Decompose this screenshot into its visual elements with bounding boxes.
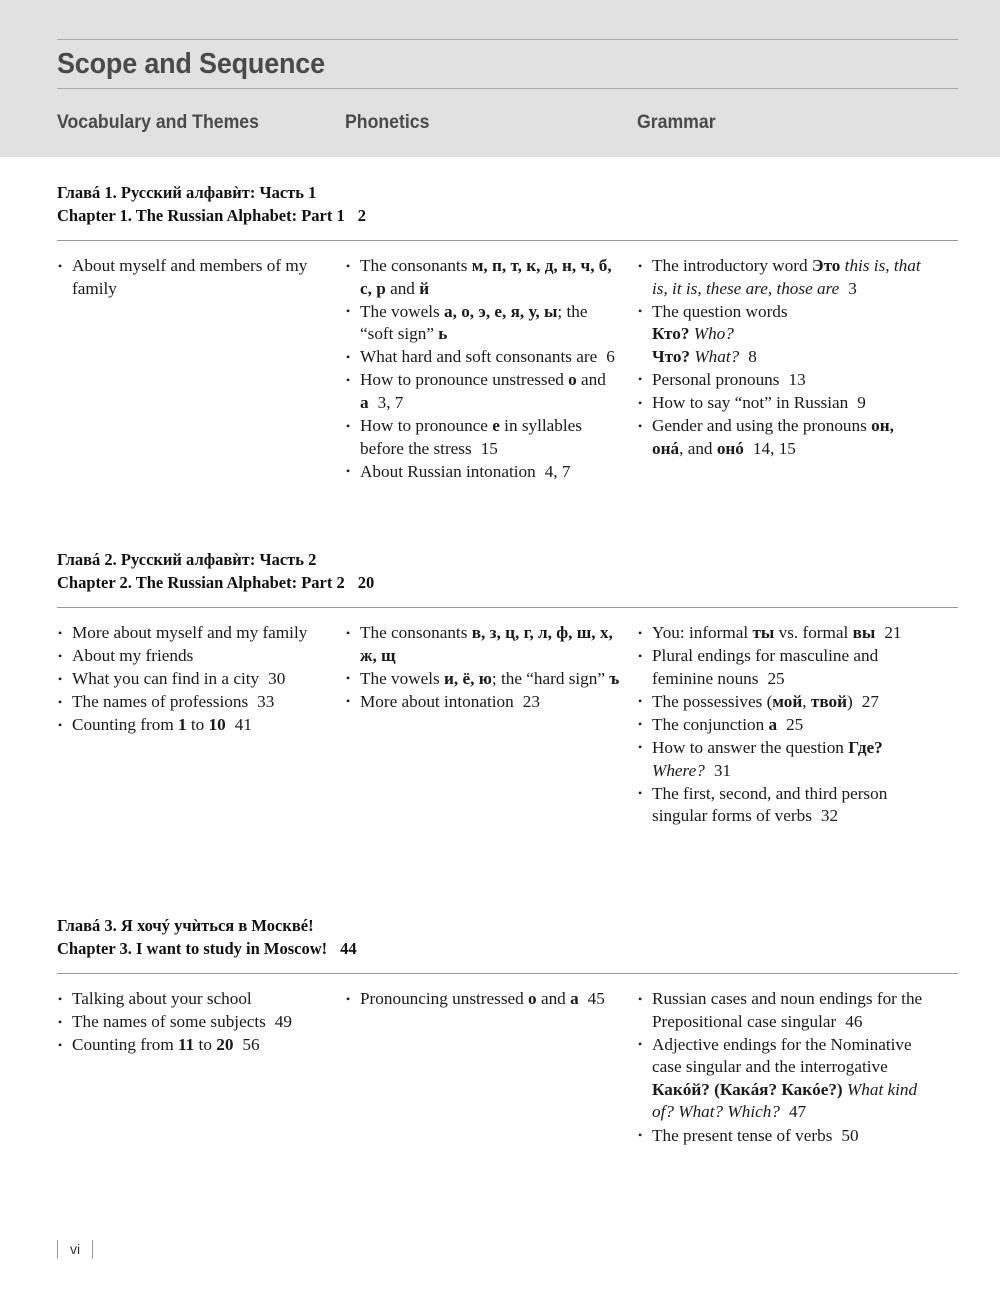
list-item: • You: informal ты vs. formal вы 21 [637, 622, 927, 645]
list-item: • The consonants в, з, ц, г, л, ф, ш, х, ж, щ [345, 622, 621, 667]
column-heading-vocabulary: Vocabulary and Themes [57, 112, 259, 133]
phonetics-list-1 [345, 255, 621, 483]
phonetics-column-2 [345, 622, 621, 714]
list-item: • What you can find in a city 30 [57, 668, 325, 691]
chapter-page-1: 2 [357, 206, 366, 225]
chapter-rule-2 [57, 607, 958, 608]
chapter-page-2: 20 [357, 573, 375, 592]
list-item: • About Russian intonation 4, 7 [345, 461, 621, 484]
list-item: • Personal pronouns 13 [637, 369, 927, 392]
list-item: • About myself and members of my family [57, 255, 325, 300]
vocabulary-list-1 [57, 255, 325, 300]
list-item: • The names of professions 33 [57, 691, 325, 714]
list-item: • Russian cases and noun endings for the Prepositional case singular 46 [637, 988, 927, 1033]
list-item: • Counting from 1 to 10 41 [57, 714, 325, 737]
list-item: • What hard and soft consonants are 6 [345, 346, 621, 369]
list-item: • Adjective endings for the Nominative case singular and the interrogative Какóй? (Какáя? Какóе?) What kind of? What? Which? 47 [637, 1034, 927, 1124]
grammar-list-2 [637, 622, 927, 828]
phonetics-column-3 [345, 988, 621, 1011]
list-item: • The introductory word Это this is, that is, it is, these are, those are 3 [637, 255, 927, 300]
list-item: • Talking about your school [57, 988, 325, 1011]
phonetics-list-2 [345, 622, 621, 713]
page-folio: vi [70, 1240, 81, 1257]
vocabulary-list-3 [57, 988, 325, 1057]
list-item: • The consonants м, п, т, к, д, н, ч, б, с, р and й [345, 255, 621, 300]
chapter-heading-3 [57, 914, 357, 960]
header-rule-top [57, 39, 958, 40]
list-item: • How to answer the question Где? Where? 31 [637, 737, 927, 782]
chapter-page-3: 44 [340, 939, 357, 958]
list-item: • More about intonation 23 [345, 691, 621, 714]
vocabulary-column-1 [57, 255, 325, 301]
column-headings [0, 112, 1000, 142]
list-item: • How to say “not” in Russian 9 [637, 392, 927, 415]
phonetics-list-3 [345, 988, 621, 1011]
chapter-heading-english-2: Chapter 2. The Russian Alphabet: Part 2 20 [57, 573, 375, 592]
column-heading-phonetics: Phonetics [345, 112, 430, 133]
grammar-column-3 [637, 988, 927, 1148]
list-item: • More about myself and my family [57, 622, 325, 645]
page-title: Scope and Sequence [57, 48, 325, 80]
vocabulary-column-3 [57, 988, 325, 1057]
chapter-heading-1 [57, 181, 366, 227]
grammar-list-3 [637, 988, 927, 1147]
list-item: • The possessives (мой, твой) 27 [637, 691, 927, 714]
chapter-rule-3 [57, 973, 958, 974]
list-item: • How to pronounce unstressed о and а 3, 7 [345, 369, 621, 414]
grammar-column-1 [637, 255, 927, 461]
footer-rule-right [92, 1240, 93, 1259]
chapter-heading-russian-2: Главá 2. Русский алфавѝт: Часть 2 [57, 550, 317, 569]
grammar-column-2 [637, 622, 927, 828]
grammar-list-1 [637, 255, 927, 460]
list-item: • How to pronounce е in syllables before the stress 15 [345, 415, 621, 460]
list-item: • Plural endings for masculine and feminine nouns 25 [637, 645, 927, 690]
list-item: • The conjunction а 25 [637, 714, 927, 737]
chapter-heading-english-3: Chapter 3. I want to study in Moscow! 44 [57, 939, 357, 958]
list-item: • The present tense of verbs 50 [637, 1125, 927, 1148]
chapter-rule-1 [57, 240, 958, 241]
chapter-heading-russian-3: Главá 3. Я хочý учѝться в Москвé! [57, 916, 314, 935]
list-item: • The vowels а, о, э, е, я, у, ы; the “soft sign” ь [345, 301, 621, 346]
vocabulary-column-2 [57, 622, 325, 737]
list-item: • The first, second, and third person singular forms of verbs 32 [637, 783, 927, 828]
list-item: • Counting from 11 to 20 56 [57, 1034, 325, 1057]
header-rule-bottom [57, 88, 958, 89]
list-item: • The names of some subjects 49 [57, 1011, 325, 1034]
chapter-heading-english-1: Chapter 1. The Russian Alphabet: Part 1 2 [57, 206, 366, 225]
phonetics-column-1 [345, 255, 621, 484]
list-item: • The vowels и, ё, ю; the “hard sign” ъ [345, 668, 621, 691]
list-item: • The question words Кто? Who? Что? What? 8 [637, 301, 927, 369]
column-heading-grammar: Grammar [637, 112, 716, 133]
page-footer [57, 1236, 257, 1262]
page-header-band [0, 0, 1000, 157]
list-item: • Gender and using the pronouns он, онá, and онó 14, 15 [637, 415, 927, 460]
chapter-heading-2 [57, 548, 374, 594]
vocabulary-list-2 [57, 622, 325, 737]
chapter-heading-russian-1: Главá 1. Русский алфавѝт: Часть 1 [57, 183, 317, 202]
list-item: • Pronouncing unstressed о and а 45 [345, 988, 621, 1011]
list-item: • About my friends [57, 645, 325, 668]
